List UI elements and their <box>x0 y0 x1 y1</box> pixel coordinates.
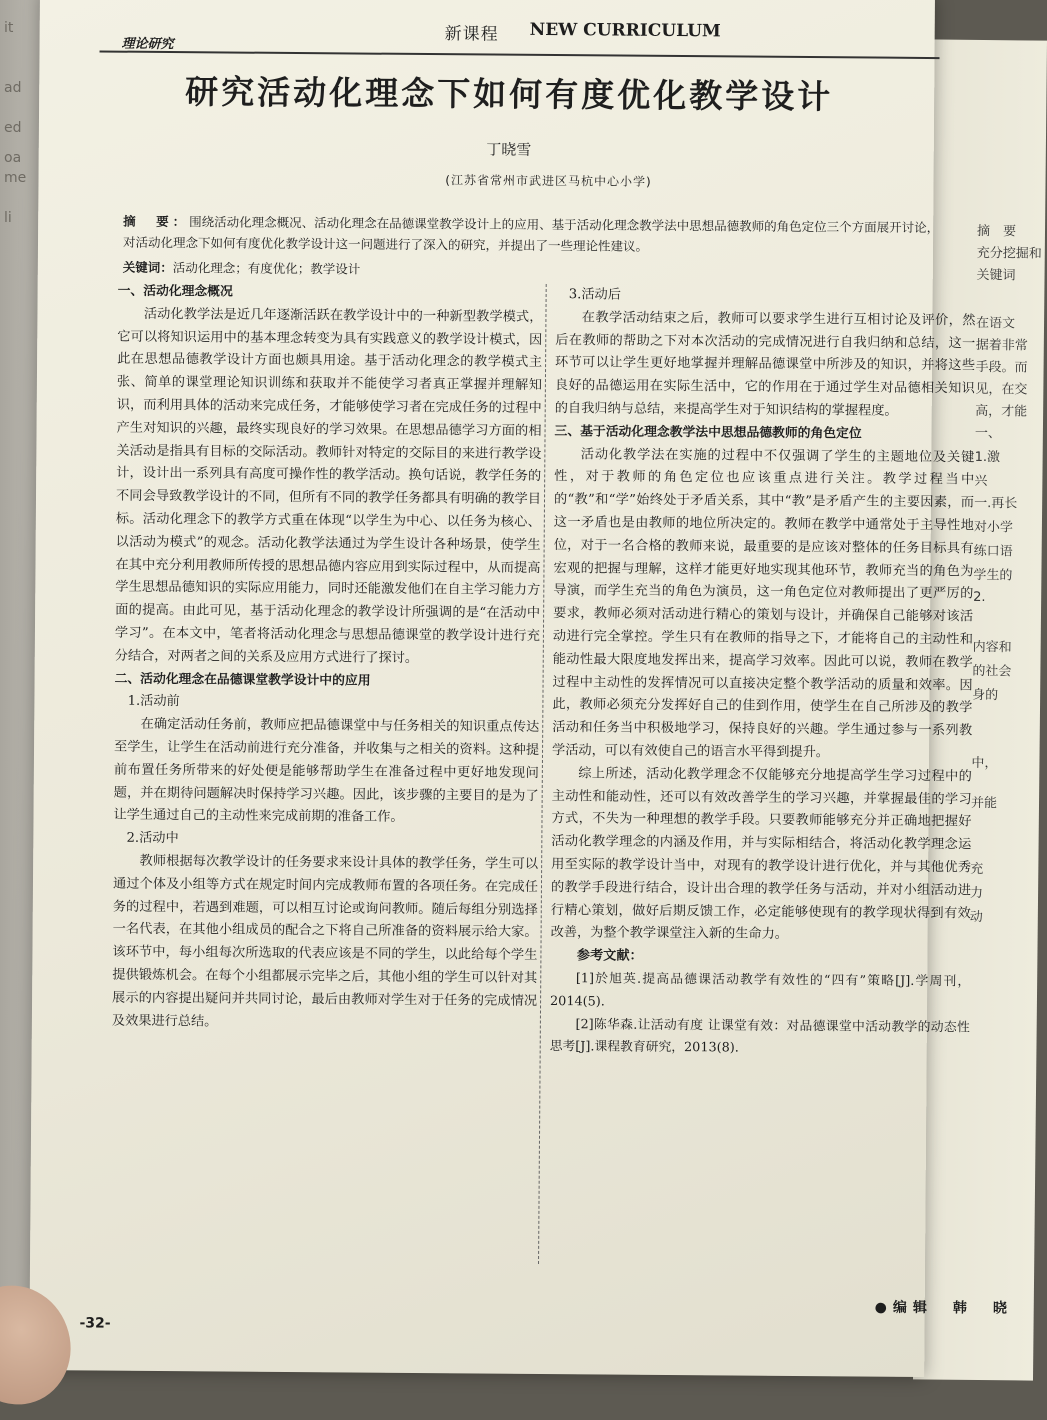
references-heading: 参考文献： <box>576 948 643 964</box>
section-tag: 理论研究 <box>121 36 174 53</box>
adjacent-line: 学生的 <box>973 567 1013 584</box>
adjacent-line: 充 <box>970 861 984 878</box>
background-fragment: ed <box>4 120 22 136</box>
adjacent-line: 充分挖掘和 <box>976 245 1042 262</box>
abstract-block <box>123 211 944 284</box>
background-fragment: it <box>4 20 14 36</box>
abstract-text: 围绕活动化理念概况、活动化理念在品德课堂教学设计上的应用、基于活动化理念教学法中思想品德教师的角色定位三个方面展开讨论，对活动化理念下如何有度优化教学设计这一问题进行了深入的研究，并提出了一些理论性建议。 <box>122 214 940 254</box>
body-paragraph: 教师根据每次教学设计的任务要求来设计具体的教学任务，学生可以通过个体及小组等方式在规定时间内完成教师布置的各项任务。在完成任务的过程中，若遇到难题，可以相互讨论或询问教师。随后每组分别选择一名代表，在其他小组成员的配合之下将自己所准备的资料展示给大家。该环节中，每小组每次所选取的代表应该是不同的学生，以此给每个学生提供锻炼机会。在每个小组都展示完毕之后，其他小组的学生可以针对其展示的内容提出疑问并共同讨论，最后由教师对学生对于任务的完成情况及效果进行总结。 <box>111 853 539 1029</box>
adjacent-line: 一.再长 <box>974 495 1018 512</box>
keywords-label: 关键词： <box>122 259 173 276</box>
adjacent-line: 在语文 <box>975 315 1016 332</box>
adjacent-line: 1.激 <box>974 449 1001 466</box>
journal-name: 新课程 <box>444 24 499 45</box>
journal-name-english: NEW CURRICULUM <box>529 19 721 42</box>
subsection-heading: 2.活动中 <box>126 830 179 847</box>
background-fragment: ad <box>4 80 22 96</box>
adjacent-line: 的社会 <box>972 663 1012 680</box>
adjacent-line: 高，才能 <box>975 403 1028 420</box>
article-author: 丁晓雪 <box>486 140 532 159</box>
body-paragraph: 综上所述，活动化教学理念不仅能够充分地提高学生学习过程中的主动性和能动性，还可以有效改善学生的学习兴趣，并掌握最佳的学习方式，不失为一种理想的教学手段。只要教师能够充分并正确地把握好活动化教学理念的内涵及作用，并与实际相结合，将活动化教学理念运用至实际的教学设计当中，对现有的教学设计进行优化，并与其他优秀的教学手段进行结合，设计出合理的教学任务与活动，并对小组活动进行精心策划，做好后期反馈工作，必定能够使现有的教学现状得到有效改善，为整个教学课堂注入新的生命力。 <box>550 765 972 943</box>
page-number: -32- <box>79 1315 111 1332</box>
section-heading: 二、活动化理念在品德课堂教学设计中的应用 <box>114 671 371 689</box>
adjacent-line: 据着非常 <box>975 337 1028 354</box>
adjacent-line: 力 <box>970 885 984 902</box>
adjacent-line: 手段。而 <box>975 359 1028 376</box>
adjacent-line: 内容和 <box>972 639 1012 656</box>
editor-credit: ●编辑 韩 晓 <box>874 1299 1013 1317</box>
reference-item: [2]陈华森.让活动有度 让课堂有效：对品德课堂中活动教学的动态性思考[J].课程教育研究，2013(8). <box>549 1016 970 1056</box>
body-paragraph: 活动化教学法在实施的过程中不仅强调了学生的主题地位及关键性，对于教师的角色定位也应该重点进行关注。教学过程当中的“教”和“学”始终处于矛盾关系，其中“教”是矛盾产生的主要因素，而这一矛盾也是由教师的地位所决定的。教师在教学中通常处于主导性地位，对于一名合格的教师来说，最重要的是应该对整体的任务目标具有宏观的把握与理解，这样才能更好地实现其他环节，教师充当的角色为导演，而学生充当的角色为演员，这一角色定位对教师提出了更严厉的要求，教师必须对活动进行精心的策划与设计，并确保自己能够对该活动进行完全掌控。学生只有在教师的指导之下，才能将自己的主动性和能动性最大限度地发挥出来，提高学习效率。因此可以说，教师在教学过程中主动性的发挥情况可以直接决定整个教学活动的质量和效率。因此，教师必须充分发挥好自己的佳到作用，使学生在自己所涉及的教学活动和任务当中积极地学习，保持良好的兴趣。学生通过参与一系列教学活动，可以有效使自己的语言水平得到提升。 <box>551 446 975 761</box>
adjacent-line: 身的 <box>972 687 999 704</box>
body-paragraph: 活动化教学法是近几年逐渐活跃在教学设计中的一种新型教学模式，它可以将知识运用中的基本理念转变为具有实践意义的教学设计模式，因此在思想品德教学设计方面也颇具用途。基于活动化理念的教学模式主张、简单的课堂理论知识训练和获取并不能使学习者真正掌握并理解知识，而利用具体的活动来完成任务，才能够使学习者在完成任务的过程中产生对知识的兴趣，最终实现良好的学习效果。在思想品德学习方面的相关活动是指具有目标的交际活动。教师针对特定的交际目的来进行教学设计，设计出一系列具有高度可操作性的教学活动。换句话说，教学任务的不同会导致教学设计的不同，但所有不同的教学任务都具有明确的教学目标。活动化理念下的教学方式重在体现“以学生为中心、以任务为核心、以活动为模式”的观念。活动化教学法通过为学生设计各种场景，使学生在其中充分利用教师所传授的思想品德内容应用到实际过程中，从而提高学生思想品德知识的实际应用能力，同时还能激发他们在自主学习能力方面的提高。由此可见，基于活动化理念的教学设计所强调的是“在活动中学习”。在本文中，笔者将活动化理念与思想品德课堂的教学设计进行充分结合，对两者之间的关系及应用方式进行了探讨。 <box>114 306 543 666</box>
left-column <box>112 281 543 1037</box>
right-column <box>550 284 976 1062</box>
keywords <box>123 257 943 284</box>
adjacent-line: 中， <box>971 755 998 772</box>
running-header <box>100 10 940 59</box>
keywords-text: 活动化理念；有度优化；教学设计 <box>172 260 361 277</box>
background-fragment: li <box>4 210 12 226</box>
adjacent-line: 2. <box>973 589 986 606</box>
article-title: 研究活动化理念下如何有度优化教学设计 <box>185 72 834 117</box>
adjacent-line: 见，在交 <box>975 381 1028 398</box>
adjacent-line: 关键词 <box>976 267 1016 284</box>
section-heading: 一、活动化理念概况 <box>117 283 233 300</box>
abstract <box>123 211 943 259</box>
adjacent-line: 动 <box>969 909 983 926</box>
adjacent-line: 练口语 <box>973 543 1013 560</box>
section-heading: 三、基于活动化理念教学法中思想品德教师的角色定位 <box>554 423 862 442</box>
adjacent-line: 并能 <box>970 795 998 812</box>
adjacent-line: 对小学 <box>973 519 1014 536</box>
subsection-heading: 1.活动前 <box>127 694 180 710</box>
adjacent-line: 兴 <box>974 473 988 490</box>
subsection-heading: 3.活动后 <box>568 287 622 303</box>
background-fragment: me <box>4 170 27 186</box>
body-paragraph: 在教学活动结束之后，教师可以要求学生进行互相讨论及评价，然后在教师的帮助之下对本次活动的完成情况进行自我归纳和总结，这一环节可以让学生更好地掌握并理解品德课堂中所涉及的知识，并将这些良好的品德运用在实际生活中，它的作用在于通过学生对品德相关知识的自我归纳与总结，来提高学生对于知识结构的掌握程度。 <box>554 310 976 419</box>
body-paragraph: 在确定活动任务前，教师应把品德课堂中与任务相关的知识重点传达至学生，让学生在活动前进行充分准备，并收集与之相关的资料。这种提前布置任务所带来的好处便是能够帮助学生在准备过程中更好地发现问题，并在期待问题解决时保持学习兴趣。因此，该步骤的主要目的是为了让学生通过自己的主动性来完成前期的准备工作。 <box>113 716 540 826</box>
author-affiliation: (江苏省常州市武进区马杭中心小学) <box>445 173 652 189</box>
reference-item: [1]於旭英.提高品德课活动教学有效性的“四有”策略[J].学周刊，2014(5). <box>550 971 971 1010</box>
abstract-label: 摘 要： <box>123 213 190 230</box>
adjacent-line: 一、 <box>974 425 1001 442</box>
adjacent-line: 摘 要 <box>976 223 1017 240</box>
background-fragment: oa <box>4 150 22 166</box>
